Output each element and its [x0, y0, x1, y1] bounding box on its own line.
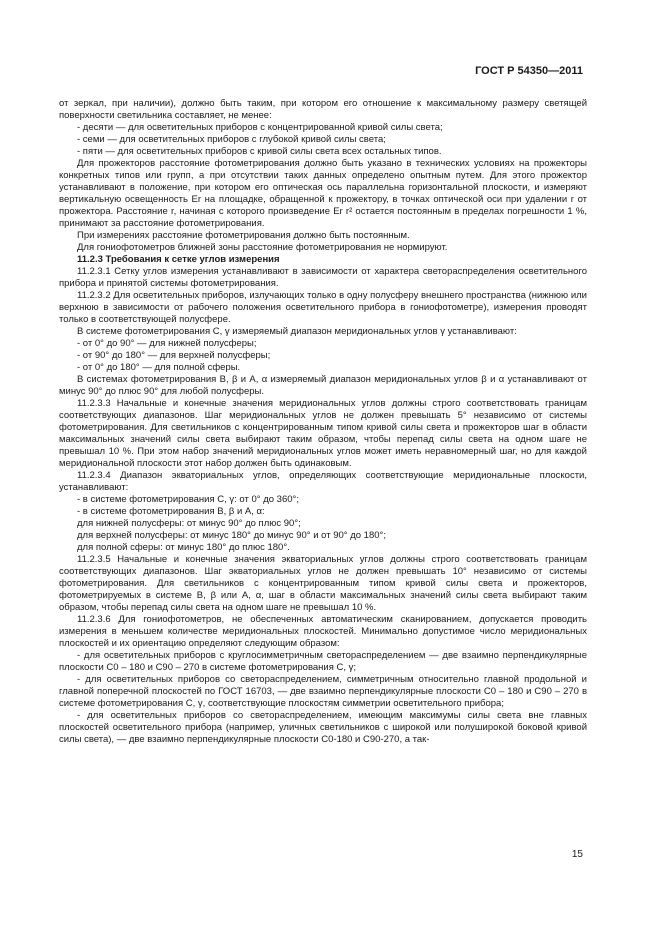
list-item: для верхней полусферы: от минус 180° до минус 90° и от 90° до 180°;	[77, 530, 386, 541]
paragraph: При измерениях расстояние фотометрирования должно быть постоянным.	[77, 230, 410, 241]
paragraph: Для гониофотометров ближней зоны расстояние фотометрирования не нормируют.	[77, 242, 448, 253]
list-item: - от 0° до 90° — для нижней полусферы;	[77, 338, 257, 349]
list-item: - для осветительных приборов со светораспределением, имеющим максимумы силы света вне главных плоскостей осветительного прибора (например, уличных светильников с широкой или полуширокой боковой кривой силы света), — две взаимно перпендикулярные плоскости C0-180 и C90-270, а так-	[59, 710, 587, 745]
list-item: для полной сферы: от минус 180° до плюс 180°.	[77, 542, 290, 553]
page-number: 15	[571, 849, 583, 860]
body-text	[59, 98, 587, 746]
paragraph: 11.2.3.4 Диапазон экваториальных углов, определяющих соответствующие меридиональные плоскости, устанавливают:	[59, 470, 587, 493]
paragraph: 11.2.3.5 Начальные и конечные значения экваториальных углов должны строго соответствовать границам соответствующих диапазонов. Шаг экваториальных углов не должен превышать 10° независимо от системы фотометрирования. Для светильников с концентрированным типом кривой силы света и прожекторов, фотометрируемых в системе B, β или A, α, шаг в области максимальных значений силы света выбирают таким образом, чтобы перепад силы света на одном шаге не превышал 10 %.	[59, 554, 587, 613]
list-item: - от 90° до 180° — для верхней полусферы;	[77, 350, 271, 361]
list-item: - в системе фотометрирования C, γ: от 0° до 360°;	[77, 494, 299, 505]
paragraph: В системе фотометрирования C, γ измеряемый диапазон меридиональных углов γ устанавливают:	[77, 326, 517, 337]
list-item: - пяти — для осветительных приборов с кривой силы света всех остальных типов.	[77, 146, 442, 157]
list-item: - от 0° до 180° — для полной сферы.	[77, 362, 241, 373]
list-item: - в системе фотометрирования B, β и A, α:	[77, 506, 265, 517]
paragraph: В системах фотометрирования B, β и A, α измеряемый диапазон меридиональных углов β и α устанавливают от минус 90° до плюс 90° для любой полусферы.	[59, 374, 587, 397]
list-item: - десяти — для осветительных приборов с концентрированной кривой силы света;	[77, 122, 443, 133]
paragraph: от зеркал, при наличии), должно быть таким, при котором его отношение к максимальному размеру светящей поверхности светильника составляет, не менее:	[59, 98, 587, 121]
paragraph: 11.2.3.1 Сетку углов измерения устанавливают в зависимости от характера светораспределения осветительного прибора и принятой системы фотометрирования.	[59, 266, 587, 289]
section-heading: 11.2.3 Требования к сетке углов измерения	[77, 254, 280, 265]
paragraph: 11.2.3.6 Для гониофотометров, не обеспеченных автоматическим сканированием, допускается проводить измерения в меньшем количестве меридиональных плоскостей. Минимально допустимое число меридиональных плоскостей и их ориентацию определяют следующим образом:	[59, 614, 587, 649]
paragraph: 11.2.3.2 Для осветительных приборов, излучающих только в одну полусферу внешнего пространства (нижнюю или верхнюю в зависимости от рабочего положения осветительного прибора в гониофотометре), измерения проводят только в соответствующей полусфере.	[59, 290, 587, 325]
list-item: - для осветительных приборов со светораспределением, симметричным относительно главной продольной и главной поперечной плоскостей по ГОСТ 16703, — две взаимно перпендикулярные плоскости C0 – 180 и C90 – 270 в системе фотометрирования C, γ, соответствующие плоскостям симметрии осветительного прибора;	[59, 674, 587, 709]
list-item: - для осветительных приборов с круглосимметричным светораспределением — две взаимно перпендикулярные плоскости C0 – 180 и C90 – 270 в системе фотометрирования C, γ;	[59, 650, 587, 673]
list-item: - семи — для осветительных приборов с глубокой кривой силы света;	[77, 134, 386, 145]
paragraph: 11.2.3.3 Начальные и конечные значения меридиональных углов должны строго соответствовать границам соответствующих диапазонов. Шаг меридиональных углов не должен превышать 5° независимо от системы фотометрирования. Для светильников с концентрированным типом кривой силы света и прожекторов шаг в области максимальных значений силы света выбирают таким образом, чтобы перепад силы света на одном шаге не превышал 10 %. При этом набор значений меридиональных углов может иметь неравномерный шаг, но для каждой меридиональной плоскости этот набор должен быть одинаковым.	[59, 398, 587, 469]
document-header: ГОСТ Р 54350—2011	[475, 65, 583, 77]
paragraph: Для прожекторов расстояние фотометрирования должно быть указано в технических условиях на прожекторы конкретных типов или групп, а при отсутствии таких данных определено опытным путем. Для этого прожектор устанавливают в положение, при котором его оптическая ось параллельна горизонтальной плоскости, и измеряют вертикальную освещенность Er на площадке, обращенной к прожектору, в точках оптической оси при удалении r от прожектора. Расстояние r, начиная с которого произведение Er r² остается постоянным в пределах погрешности 1 %, принимают за расстояние фотометрирования.	[59, 158, 587, 229]
list-item: для нижней полусферы: от минус 90° до плюс 90°;	[77, 518, 301, 529]
